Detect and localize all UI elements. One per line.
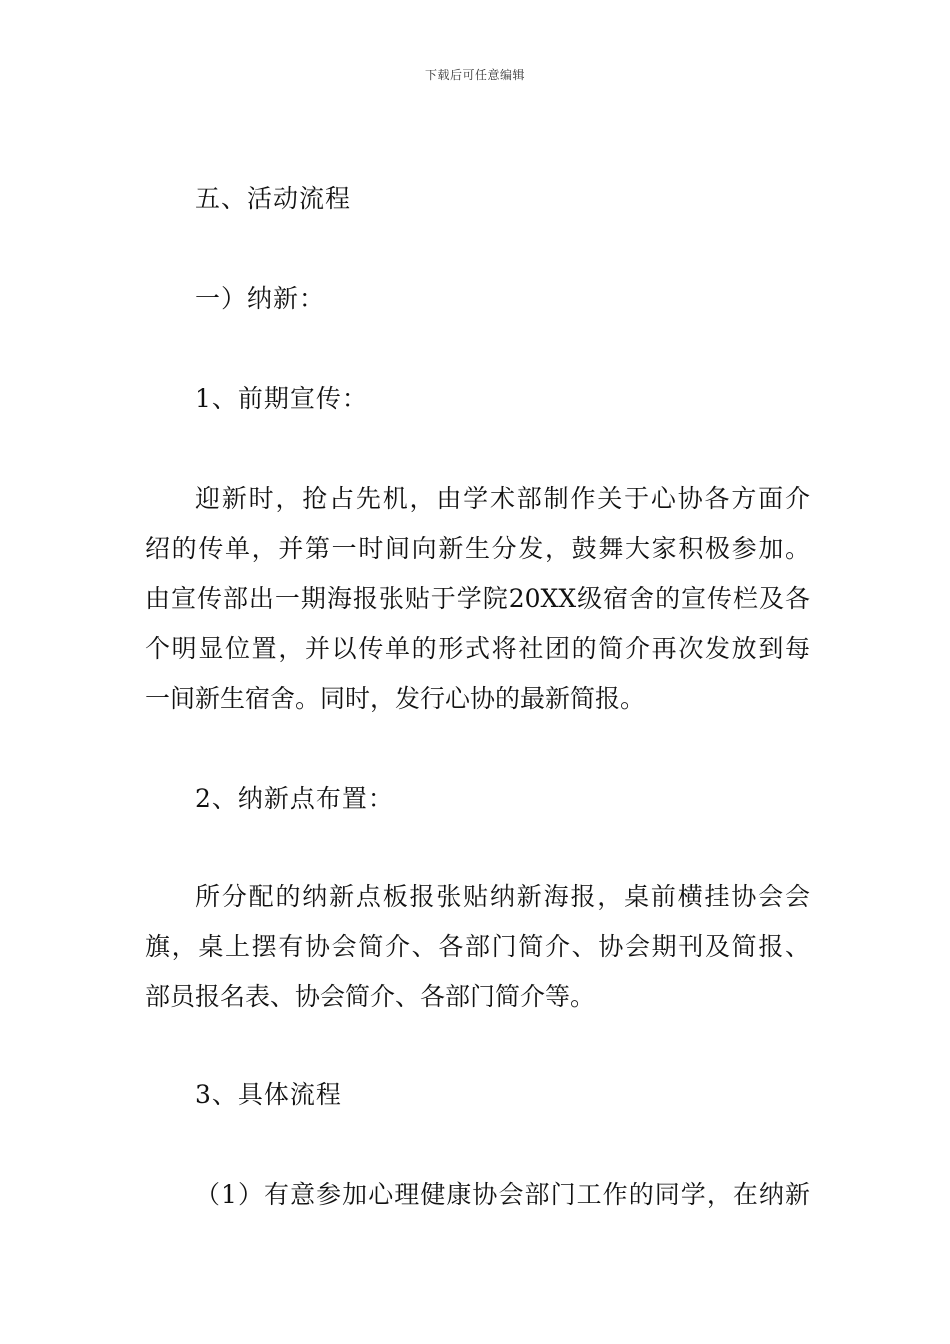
section-heading-activity-process: 五、活动流程 <box>195 184 352 213</box>
paragraph-line: 所分配的纳新点板报张贴纳新海报，桌前横挂协会会 <box>195 882 810 911</box>
paragraph-line: 旗，桌上摆有协会简介、各部门简介、协会期刊及简报、 <box>145 932 810 961</box>
subsection-heading-recruitment: 一）纳新： <box>195 284 326 313</box>
item-heading-booth-setup: 2、纳新点布置： <box>195 784 394 813</box>
paragraph-line: 绍的传单，并第一时间向新生分发，鼓舞大家积极参加。 <box>145 534 810 563</box>
paragraph-line: （1）有意参加心理健康协会部门工作的同学，在纳新 <box>195 1180 810 1209</box>
item-heading-process: 3、具体流程 <box>195 1080 342 1109</box>
paragraph-line: 个明显位置，并以传单的形式将社团的简介再次发放到每 <box>145 634 810 663</box>
paragraph-line: 由宣传部出一期海报张贴于学院20XX级宿舍的宣传栏及各 <box>145 584 810 613</box>
paragraph-line: 一间新生宿舍。同时，发行心协的最新简报。 <box>145 684 646 713</box>
page-header: 下载后可任意编辑 <box>424 68 525 82</box>
paragraph-line: 部员报名表、协会简介、各部门简介等。 <box>145 982 596 1011</box>
paragraph-line: 迎新时，抢占先机，由学术部制作关于心协各方面介 <box>195 484 810 513</box>
item-heading-publicity: 1、前期宣传： <box>195 384 368 413</box>
